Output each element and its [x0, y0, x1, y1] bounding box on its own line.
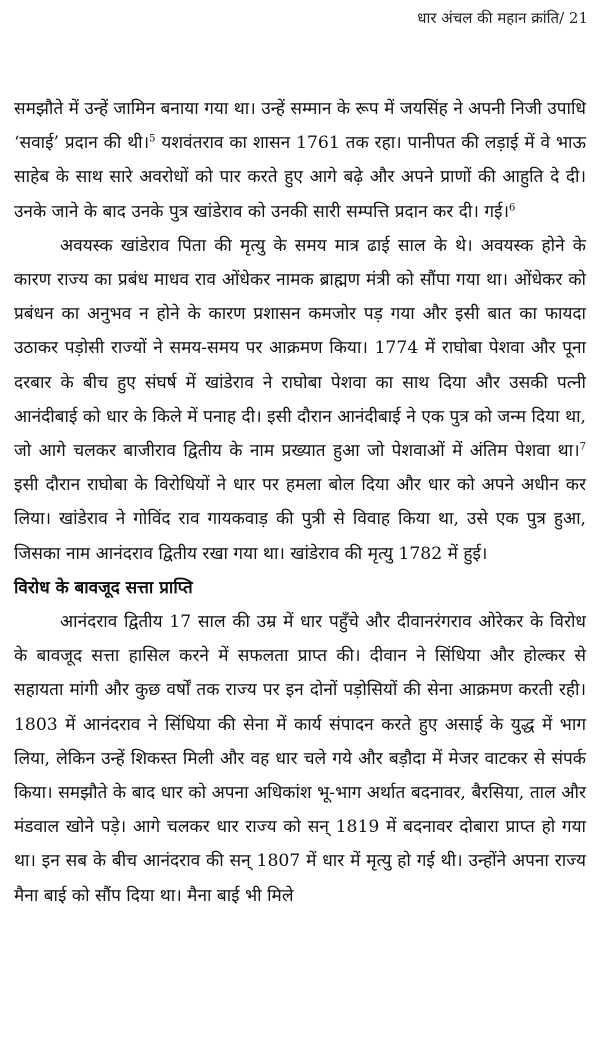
- text-run: अवयस्क खांडेराव पिता की मृत्यु के समय मात्र ढाई साल के थे। अवयस्क होने के कारण राज्य का प्रबंध माधव राव ओंधेकर नामक ब्राह्मण मंत्री को सौंपा गया था। ओंधेकर को प्रबंधन का अनुभव न होने के कारण प्रशासन कमजोर पड़ गया और इसी बात का फायदा उठाकर पड़ोसी राज्यों ने समय-समय पर आक्रमण किया। 1774 में राघोबा पेशवा और पूना दरबार के बीच हुए संघर्ष में खांडेराव ने राघोबा पेशवा का साथ दिया और उसकी पत्नी आनंदीबाई को धार के किले में पनाह दी। इसी दौरान आनंदीबाई ने एक पुत्र को जन्म दिया था, जो आगे चलकर बाजीराव द्वितीय के नाम प्रख्यात हुआ जो पेशवाओं में अंतिम पेशवा था।: [14, 235, 586, 462]
- footnote-ref-5: 5: [149, 133, 156, 145]
- footnote-ref-7: 7: [579, 441, 586, 453]
- text-run: यशवंतराव का शासन 1761 तक रहा। पानीपत की लड़ाई में वे भाऊ साहेब के साथ सारे अवरोधों को पार करते हुए आगे बढ़े और अपने प्राणों की आहुति दे दी। उनके जाने के बाद उनके पुत्र खांडेराव को उनकी सारी सम्पत्ति प्रदान कर दी। गई।: [14, 133, 586, 222]
- section-heading: विरोध के बावजूद सत्ता प्राप्ति: [14, 577, 193, 598]
- text-run: आनंदराव द्वितीय 17 साल की उम्र में धार पहुँचे और दीवानरंगराव ओरेकर के विरोध के बावजूद सत्ता हासिल करने में सफलता प्राप्त की। दीवान ने सिंधिया और होल्कर से सहायता मांगी और कुछ वर्षों तक राज्य पर इन दोनों पड़ोसियों की सेना आक्रमण करती रही। 1803 में आनंदराव ने सिंधिया की सेना में कार्य संपादन करते हुए असाई के युद्ध में भाग लिया, लेकिन उन्हें शिकस्त मिली और वह धार चले गये और बड़ौदा में मेजर वाटकर से संपर्क किया। समझौते के बाद धार को अपना अधिकांश भू-भाग अर्थात बदनावर, बैरसिया, ताल और मंडवाल खोने पड़े। आगे चलकर धार राज्य को सन् 1819 में बदनावर दोबारा प्राप्त हो गया था। इन सब के बीच आनंदराव की सन् 1807 में धार में मृत्यु हो गई थी। उन्होंने अपना राज्य मैना बाई को सौंप दिया था। मैना बाई भी मिले: [14, 612, 586, 906]
- text-run: इसी दौरान राघोबा के विरोधियों ने धार पर हमला बोल दिया और धार को अपने अधीन कर लिया। खांडेराव ने गोविंद राव गायकवाड़ की पुत्री से विवाह किया था, उसे एक पुत्र हुआ, जिसका नाम आनंदराव द्वितीय रखा गया था। खांडेराव की मृत्यु 1782 में हुई।: [14, 475, 586, 564]
- page-body: [14, 92, 586, 913]
- footnote-ref-6: 6: [509, 201, 516, 213]
- paragraph-1: [14, 92, 586, 229]
- paragraph-2: [14, 229, 586, 571]
- paragraph-3: [14, 605, 586, 913]
- running-header: धार अंचल की महान क्रांति/ 21: [417, 9, 588, 27]
- text-run: समझौते में उन्हें जामिन बनाया गया था। उन्हें सम्मान के रूप में जयसिंह ने अपनी निजी उपाधि ‘सवाई’ प्रदान की थी।: [14, 99, 586, 154]
